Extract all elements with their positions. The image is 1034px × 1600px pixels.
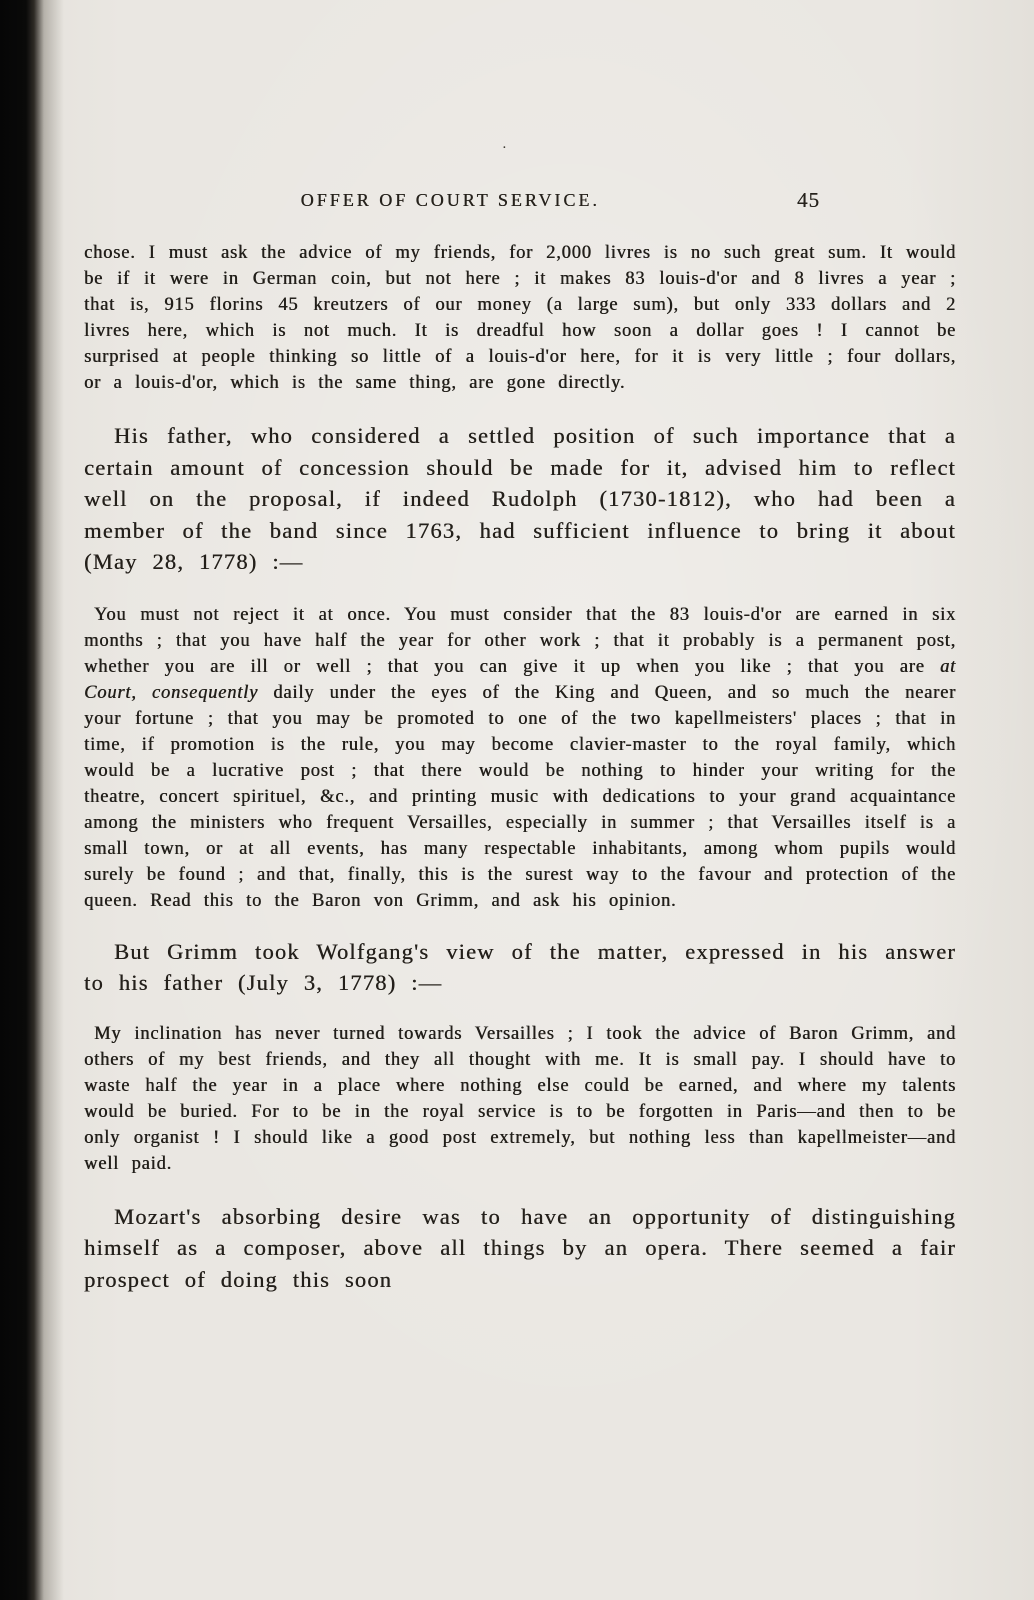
letter-father-advice-italic: at Court, consequently <box>84 656 956 703</box>
running-header <box>84 190 956 218</box>
paragraph-narrative-mozarts-desire: Mozart's absorbing desire was to have an opportunity of distinguishing himself as a composer, above all things by an opera. There seemed a fair prospect of doing this soon <box>84 1203 956 1292</box>
letter-father-advice-text-end: daily under the eyes of the King and Queen, and so much the nearer your fortune ; that you may be promoted to one of the two kapellmeisters' places ; that in time, if promotion is the rule, you may become clavier-master to the royal family, which would be a lucrative post ; that there would be nothing to hinder your writing for the theatre, concert spirituel, &c., and printing music with dedications to your grand acquaintance among the ministers who frequent Versailles, especially in summer ; that Versailles itself is a small town, or at all events, has many respectable inhabitants, among whom pupils would surely be found ; and that, finally, this is the surest way to the favour and protection of the queen. Read this to the Baron von Grimm, and ask his opinion. <box>84 682 956 911</box>
page-top-mark: . <box>502 136 507 152</box>
paragraph-letter-father-advice <box>84 602 956 914</box>
running-header-title: OFFER OF COURT SERVICE. <box>300 190 600 210</box>
paragraph-letter-wolfgang-answer: My inclination has never turned towards Versailles ; I took the advice of Baron Grimm, and others of my best friends, and they all thought with me. It is small pay. I should have to waste half the year in a place where nothing else could be earned, and where my talents would be buried. For to be in the royal service is to be forgotten in Paris—and then to be only organist ! I should like a good post extremely, but nothing less than kapellmeister—and well paid. <box>84 1023 956 1174</box>
scanned-book-page <box>84 0 956 1600</box>
letter-father-advice-text-start: You must not reject it at once. You must consider that the 83 louis-d'or are earned in six months ; that you have half the year for other work ; that it probably is a permanent post, whether you are ill or well ; that you can give it up when you like ; that you are <box>84 604 956 677</box>
scan-gutter-edge <box>0 0 64 1600</box>
paragraph-narrative-his-father: His father, who considered a settled position of such importance that a certain amount of concession should be made for it, advised him to reflect well on the proposal, if indeed Rudolph (1730-1812), who had been a member of the band since 1763, had sufficient influence to bring it about (May 28, 1778) :— <box>84 423 956 574</box>
paragraph-narrative-but-grimm: But Grimm took Wolfgang's view of the matter, expressed in his answer to his father (July 3, 1778) :— <box>84 938 956 995</box>
paragraph-letter-excerpt-mozart: chose. I must ask the advice of my friends, for 2,000 livres is no such great sum. It would be if it were in German coin, but not here ; it makes 83 louis-d'or and 8 livres a year ; that is, 915 florins 45 kreutzers of our money (a large sum), but only 333 dollars and 2 livres here, which is not much. It is dreadful how soon a dollar goes ! I cannot be surprised at people thinking so little of a louis-d'or here, for it is very little ; four dollars, or a louis-d'or, which is the same thing, are gone directly. <box>84 243 956 393</box>
page-number: 45 <box>797 188 820 212</box>
